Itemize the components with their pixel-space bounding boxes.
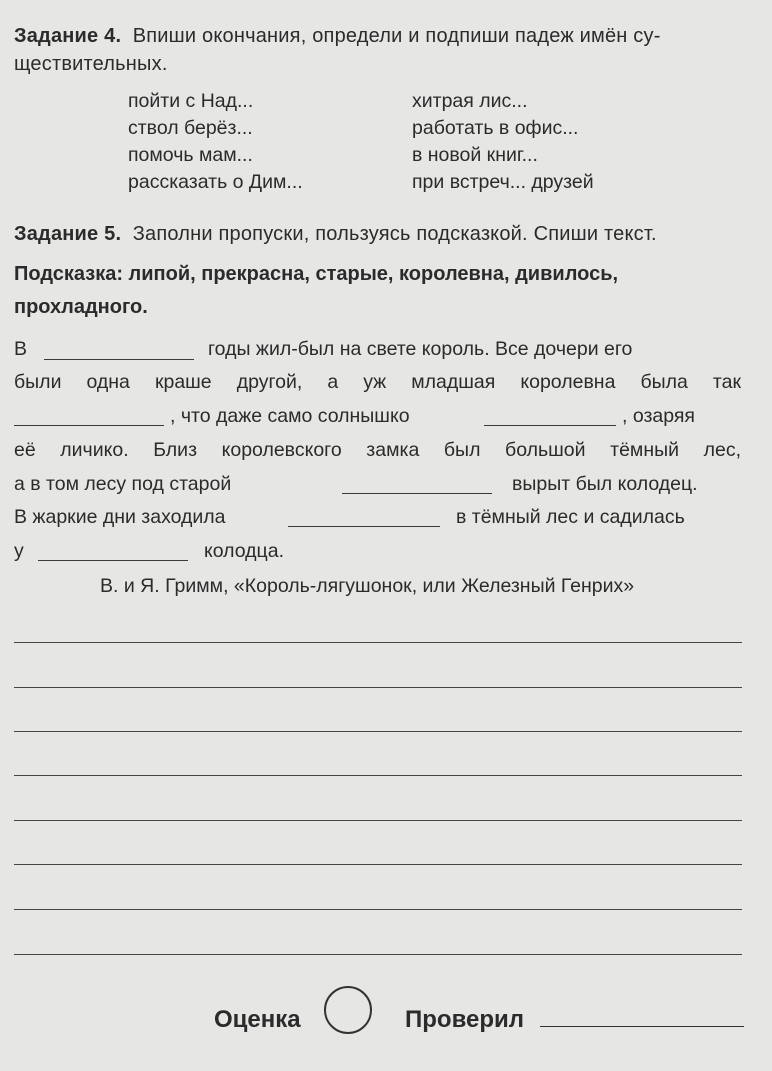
text-line: у xyxy=(14,540,24,562)
text-line: были одна краше другой, а уж младшая королевна была так xyxy=(14,371,741,393)
writing-line[interactable] xyxy=(14,954,742,955)
text-line: вырыт был колодец. xyxy=(512,473,698,495)
task4-instruction: Впиши окончания, определи и подпиши падеж имён су- xyxy=(132,25,661,47)
task5-hint: Подсказка: липой, прекрасна, старые, королевна, дивилось, xyxy=(14,263,619,285)
text-line: , что даже само солнышко xyxy=(170,405,410,427)
writing-line[interactable] xyxy=(14,864,742,865)
task4-header xyxy=(14,22,764,50)
task5-header xyxy=(14,220,764,248)
task5-label: Задание 5. xyxy=(14,223,122,245)
task5-hint-cont: прохладного. xyxy=(14,296,148,318)
task4-word: ствол берёз... xyxy=(128,117,253,139)
writing-line[interactable] xyxy=(14,909,742,910)
text-line: её личико. Близ королевского замка был большой тёмный лес, xyxy=(14,439,741,461)
fill-blank[interactable] xyxy=(14,424,164,426)
grade-circle[interactable] xyxy=(324,986,372,1034)
task4-word: пойти с Над... xyxy=(128,90,254,112)
writing-line[interactable] xyxy=(14,820,742,821)
checked-label: Проверил xyxy=(405,1006,525,1033)
fill-blank[interactable] xyxy=(44,358,194,360)
writing-line[interactable] xyxy=(14,775,742,776)
text-line: В xyxy=(14,338,28,360)
text-line: а в том лесу под старой xyxy=(14,473,232,495)
text-line: в тёмный лес и садилась xyxy=(456,506,685,528)
task4-word: работать в офис... xyxy=(412,117,579,139)
source-citation: В. и Я. Гримм, «Король-лягушонок, или Железный Генрих» xyxy=(100,575,635,597)
task4-instruction-cont: ществительных. xyxy=(14,53,168,75)
writing-line[interactable] xyxy=(14,642,742,643)
fill-blank[interactable] xyxy=(342,492,492,494)
writing-line[interactable] xyxy=(14,687,742,688)
task4-word: в новой книг... xyxy=(412,144,538,166)
text-line: В жаркие дни заходила xyxy=(14,506,226,528)
task4-word: помочь мам... xyxy=(128,144,253,166)
text-line: , озаряя xyxy=(622,405,695,427)
task5-instruction: Заполни пропуски, пользуясь подсказкой. Спиши текст. xyxy=(132,223,657,245)
writing-line[interactable] xyxy=(14,731,742,732)
grade-label: Оценка xyxy=(214,1006,301,1033)
fill-blank[interactable] xyxy=(38,559,188,561)
checked-signature-line[interactable] xyxy=(540,1026,744,1027)
task4-word: хитрая лис... xyxy=(412,90,528,112)
fill-blank[interactable] xyxy=(288,525,440,527)
text-line: годы жил-был на свете король. Все дочери его xyxy=(208,338,633,360)
task4-label: Задание 4. xyxy=(14,25,122,47)
text-line: колодца. xyxy=(204,540,284,562)
task4-word: при встреч... друзей xyxy=(412,171,594,193)
task4-word: рассказать о Дим... xyxy=(128,171,303,193)
fill-blank[interactable] xyxy=(484,424,616,426)
